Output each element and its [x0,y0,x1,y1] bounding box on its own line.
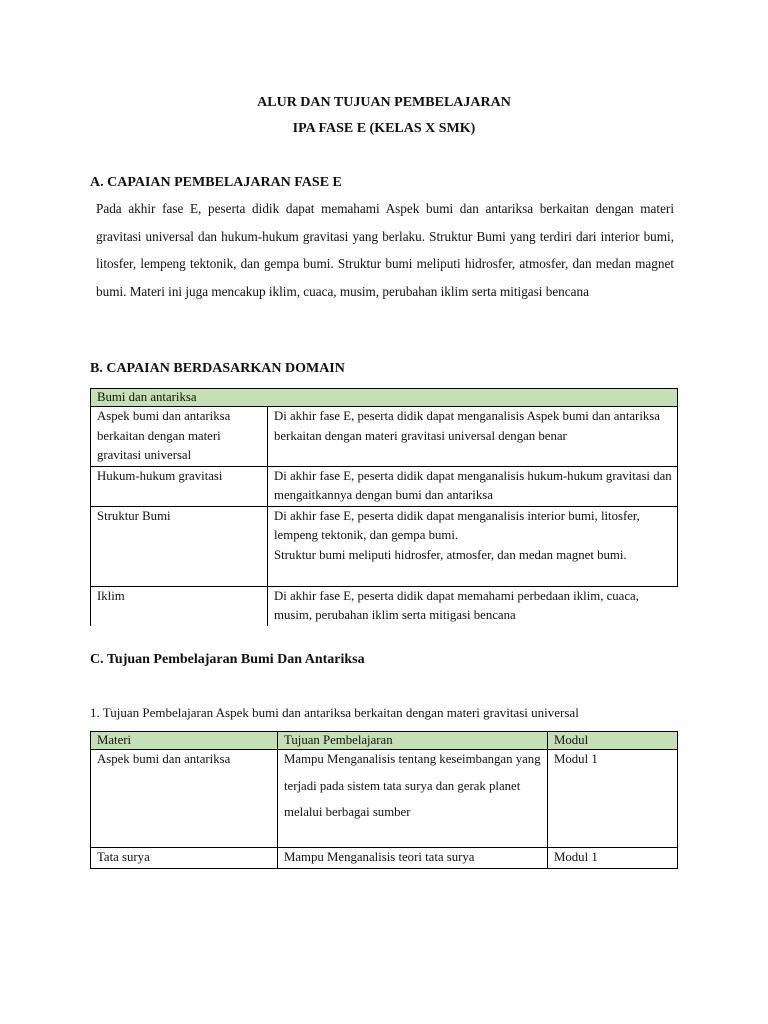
header-materi: Materi [91,732,278,750]
capaian-line: Struktur bumi meliputi hidrosfer, atmosfer, dan medan magnet bumi. [274,547,627,562]
domain-cell: Struktur Bumi [91,506,268,586]
tujuan-cell [278,750,548,848]
tujuan-table-header-row [91,732,678,750]
doc-title-line-1: ALUR DAN TUJUAN PEMBELAJARAN [257,95,511,110]
section-a-paragraph: Pada akhir fase E, peserta didik dapat memahami Aspek bumi dan antariksa berkaitan dengan materi gravitasi universal dan hukum-hukum gravitasi yang berlaku. Struktur Bumi yang terdiri dari interior bumi, litosfer, lempeng tektonik, dan gempa bumi. Struktur bumi meliputi hidrosfer, atmosfer, dan medan magnet bumi. Materi ini juga mencakup iklim, cuaca, musim, perubahan iklim serta mitigasi bencana [96,201,674,299]
header-modul: Modul [548,732,678,750]
domain-table [90,388,678,626]
doc-title-line-2: IPA FASE E (KELAS X SMK) [292,121,476,136]
table-row [91,407,678,467]
domain-table-header-row [91,389,678,407]
table-row [91,586,678,626]
capaian-cell: Di akhir fase E, peserta didik dapat menganalisis Aspek bumi dan antariksa berkaitan dengan materi gravitasi universal dengan benar [268,407,678,467]
modul-cell: Modul 1 [548,848,678,869]
capaian-cell: Di akhir fase E, peserta didik dapat menganalisis hukum-hukum gravitasi dan mengaitkannya dengan bumi dan antariksa [268,466,678,506]
materi-cell: Tata surya [91,848,278,869]
table-row [91,848,678,869]
materi-cell: Aspek bumi dan antariksa [91,750,278,848]
modul-cell: Modul 1 [548,750,678,848]
capaian-line: Di akhir fase E, peserta didik dapat menganalisis interior bumi, litosfer, lempeng tektonik, dan gempa bumi. [274,508,640,542]
tujuan-cell: Mampu Menganalisis teori tata surya [278,848,548,869]
table-row [91,750,678,848]
domain-cell: Hukum-hukum gravitasi [91,466,268,506]
table-row [91,506,678,586]
domain-table-header: Bumi dan antariksa [91,389,678,407]
section-a-heading: A. CAPAIAN PEMBELAJARAN FASE E [90,175,342,190]
domain-cell: Aspek bumi dan antariksa berkaitan dengan materi gravitasi universal [91,407,268,467]
header-tujuan: Tujuan Pembelajaran [278,732,548,750]
section-b-heading: B. CAPAIAN BERDASARKAN DOMAIN [90,361,345,376]
section-c-heading: C. Tujuan Pembelajaran Bumi Dan Antariksa [90,652,365,667]
tujuan-item-1: 1. Tujuan Pembelajaran Aspek bumi dan antariksa berkaitan dengan materi gravitasi universal [90,705,579,720]
capaian-cell [268,506,678,586]
capaian-cell: Di akhir fase E, peserta didik dapat memahami perbedaan iklim, cuaca, musim, perubahan iklim serta mitigasi bencana [268,586,678,626]
tujuan-table [90,731,678,869]
table-row [91,466,678,506]
domain-cell: Iklim [91,586,268,626]
tujuan-text: Mampu Menganalisis tentang keseimbangan yang terjadi pada sistem tata surya dan gerak planet melalui berbagai sumber [284,752,541,819]
